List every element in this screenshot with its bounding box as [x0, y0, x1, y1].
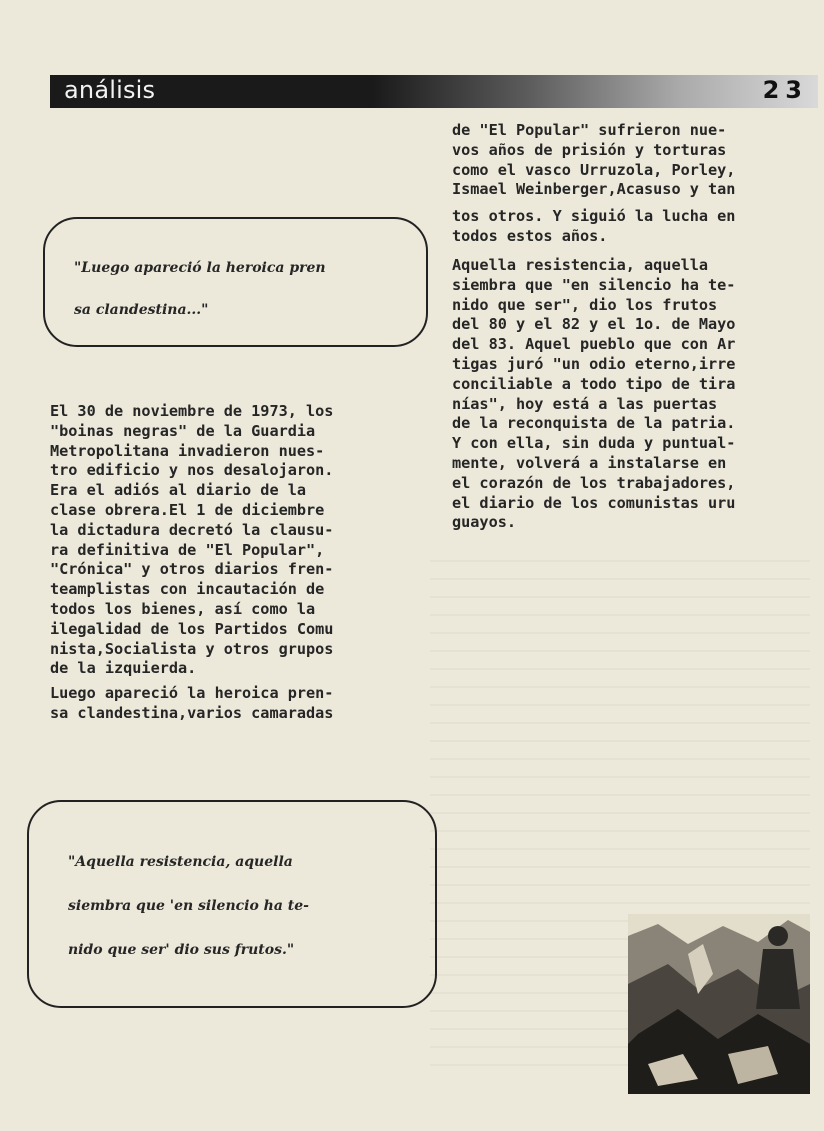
left-column-paragraph-1: El 30 de noviembre de 1973, los "boinas negras" de la Guardia Metropolitana invadieron nues- tro edificio y nos desalojaron. Era el adiós al diario de la clase obrera.El 1 de diciembre la dictadura decretó la clausu- ra definitiva de "El Popular", "Crónica" y otros diarios fren- teamplistas con incautación de todos los bienes, así como la ilegalidad de los Partidos Comu nista,Socialista y otros grupos de la izquierda.: [50, 402, 334, 678]
section-header-bar: [50, 75, 818, 108]
section-title: análisis: [64, 76, 156, 104]
pull-quote-bottom: "Aquella resistencia, aquella siembra que 'en silencio ha te- nido que ser' dio sus frutos.": [68, 854, 309, 958]
left-column-paragraph-2: Luego apareció la heroica pren- sa clandestina,varios camaradas: [50, 684, 334, 722]
page-number: 23: [762, 76, 808, 104]
right-column-paragraph-2: tos otros. Y siguió la lucha en todos estos años.: [452, 207, 736, 245]
halftone-photo: [628, 914, 810, 1094]
right-column-paragraph-1: de "El Popular" sufrieron nue- vos años de prisión y torturas como el vasco Urruzola, Porley, Ismael Weinberger,Acasuso y tan: [452, 121, 736, 199]
right-column-paragraph-3: Aquella resistencia, aquella siembra que "en silencio ha te- nido que ser", dio los frutos del 80 y el 82 y el 1o. de Mayo del 83. Aquel pueblo que con Ar tigas juró "un odio eterno,irre conciliable a todo tipo de tira nías", hoy está a las puertas de la reconquista de la patria. Y con ella, sin duda y puntual- mente, volverá a instalarse en el corazón de los trabajadores, el diario de los comunistas uru guayos.: [452, 256, 736, 532]
pull-quote-top: "Luego apareció la heroica pren sa clandestina...": [74, 260, 326, 318]
